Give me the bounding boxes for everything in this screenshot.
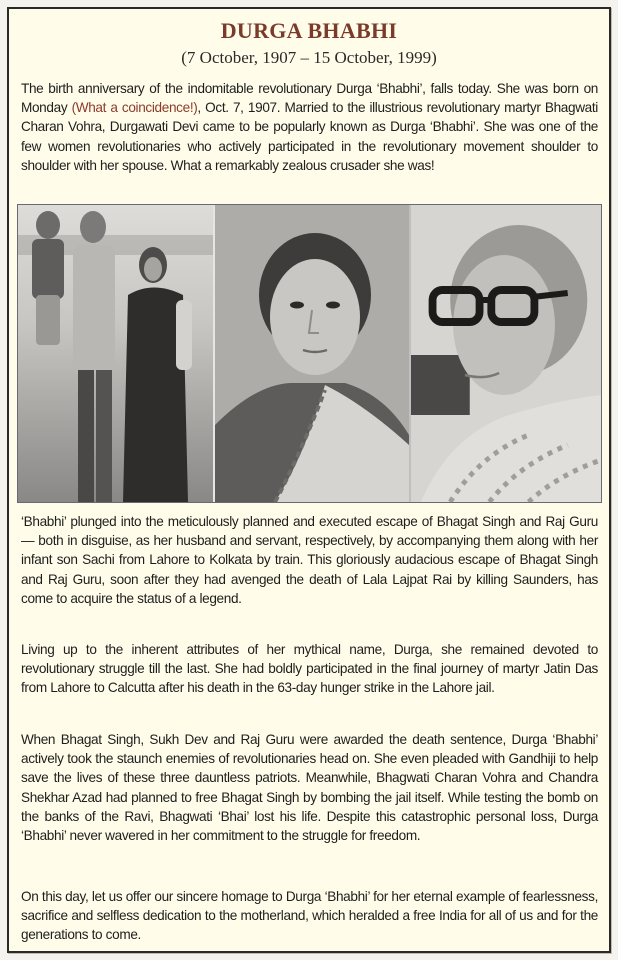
intro-text-end: , Oct. 7, 1907. Married to the illustrious revolutionary martyr Bhagwati Charan Vohra, Durgawati Devi came to be popularly known as Durga ‘Bhabhi’. She was one of the few women revolutionaries who actively participated in the revolutionary movement shoulder to shoulder with her spouse. What a remarkably zealous crusader she was! xyxy=(21,100,598,173)
article-title: DURGA BHABHI xyxy=(220,18,398,43)
photo-strip xyxy=(17,204,602,503)
death-sentence-paragraph: When Bhagat Singh, Sukh Dev and Raj Guru were awarded the death sentence, Durga ‘Bhabhi’ actively took the staunch enemies of revolutionaries head on. She even pleaded with Gandhiji to help save the lives of these three dauntless patriots. Meanwhile, Bhagwati Charan Vohra and Chandra Shekhar Azad had planned to free Bhagat Singh by bombing the jail itself. While testing the bomb on the banks of the Ravi, Bhagwati ‘Bhai’ lost his life. Despite this catastrophic personal loss, Durga ‘Bhabhi’ never wavered in her commitment to the struggle for freedom. xyxy=(21,732,598,844)
elderly-portrait-photo xyxy=(411,205,601,502)
article-panel xyxy=(7,7,611,953)
family-group-photo xyxy=(18,205,215,502)
escape-paragraph: ‘Bhabhi’ plunged into the meticulously planned and executed escape of Bhagat Singh and Raj Guru — both in disguise, as her husband and servant, respectively, by accompanying them along with her infant son Sachi from Lahore to Kolkata by train. This gloriously audacious escape of Bhagat Singh and Raj Guru, soon after they had avenged the death of Lala Lajpat Rai by killing Saunders, has come to acquire the status of a legend. xyxy=(21,514,598,606)
life-dates: (7 October, 1907 – 15 October, 1999) xyxy=(181,48,437,67)
devotion-paragraph: Living up to the inherent attributes of her mythical name, Durga, she remained devoted to revolutionary struggle till the last. She had boldly participated in the final journey of martyr Jatin Das from Lahore to Calcutta after his death in the 63-day hunger strike in the Lahore jail. xyxy=(21,642,598,696)
intro-accent-text: (What a coincidence!) xyxy=(71,100,198,116)
homage-paragraph: On this day, let us offer our sincere homage to Durga ‘Bhabhi’ for her eternal example of fearlessness, sacrifice and selfless dedication to the motherland, which heralded a free India for all of us and for the generations to come. xyxy=(21,889,598,943)
young-portrait-photo xyxy=(215,205,411,502)
intro-paragraph xyxy=(21,79,598,175)
intro-text-start: The birth anniversary of the indomitable revolutionary Durga ‘Bhabhi’, falls today. She was born on Monday xyxy=(21,81,598,116)
